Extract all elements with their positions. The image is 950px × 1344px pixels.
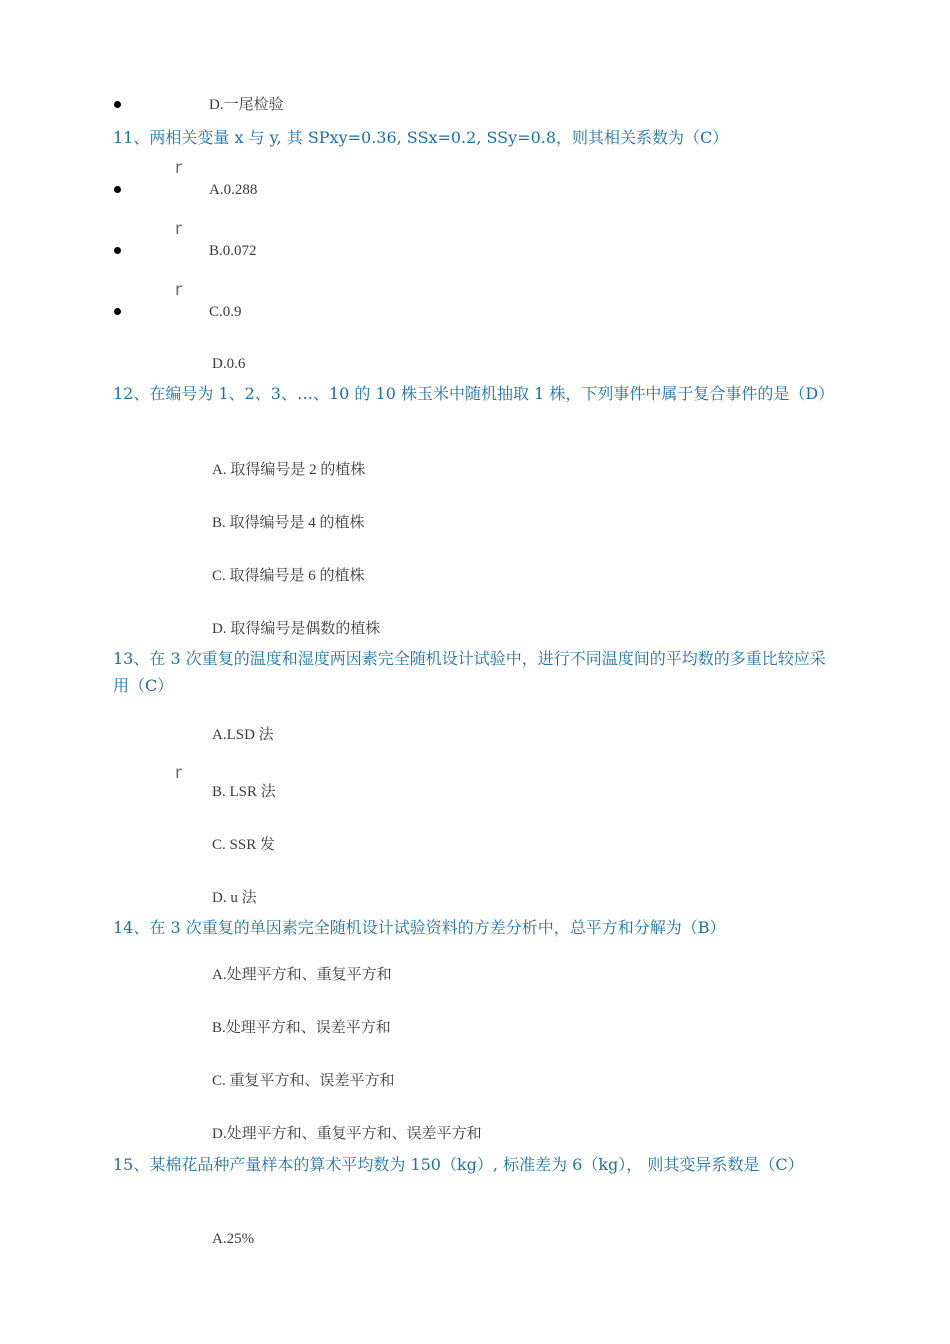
question-13: 13、在 3 次重复的温度和湿度两因素完全随机设计试验中，进行不同温度间的平均数的多重比较应采用（C） [113,649,826,695]
option-b: B. LSR 法 [212,784,276,800]
option-c: C. 取得编号是 6 的植株 [212,568,365,584]
option-d: D. 取得编号是偶数的植株 [212,621,381,637]
radio-option-icon[interactable]: r [175,280,182,300]
option-d: D.一尾检验 [209,97,284,113]
option-b: B.0.072 [209,243,257,259]
option-a: A. 取得编号是 2 的植株 [212,462,366,478]
option-d: D.处理平方和、重复平方和、误差平方和 [212,1126,482,1142]
bullet-dot-icon [114,101,121,108]
radio-option-icon[interactable]: r [175,219,182,239]
option-d: D.0.6 [212,356,246,372]
option-d: D. u 法 [212,890,257,906]
option-b: B.处理平方和、误差平方和 [212,1020,391,1036]
question-15: 15、某棉花品种产量样本的算术平均数为 150（kg）, 标准差为 6（kg）， 则其变异系数是（C） [113,1155,804,1174]
option-a: A.25% [212,1231,255,1247]
bullet-dot-icon [114,186,121,193]
option-a: A.LSD 法 [212,727,274,743]
bullet-dot-icon [114,308,121,315]
option-c: C. 重复平方和、误差平方和 [212,1073,395,1089]
question-11: 11、两相关变量 x 与 y, 其 SPxy=0.36, SSx=0.2, SSy=0.8，则其相关系数为（C） [113,128,729,147]
radio-option-icon[interactable]: r [175,763,182,783]
option-b: B. 取得编号是 4 的植株 [212,515,365,531]
option-c: C. SSR 发 [212,837,275,853]
bullet-dot-icon [114,247,121,254]
radio-option-icon[interactable]: r [175,158,182,178]
option-a: A.0.288 [209,182,258,198]
option-a: A.处理平方和、重复平方和 [212,967,392,983]
question-12: 12、在编号为 1、2、3、…、10 的 10 株玉米中随机抽取 1 株，下列事件中属于复合事件的是（D） [113,384,835,403]
option-c: C.0.9 [209,304,242,320]
question-14: 14、在 3 次重复的单因素完全随机设计试验资料的方差分析中，总平方和分解为（B） [113,918,726,937]
